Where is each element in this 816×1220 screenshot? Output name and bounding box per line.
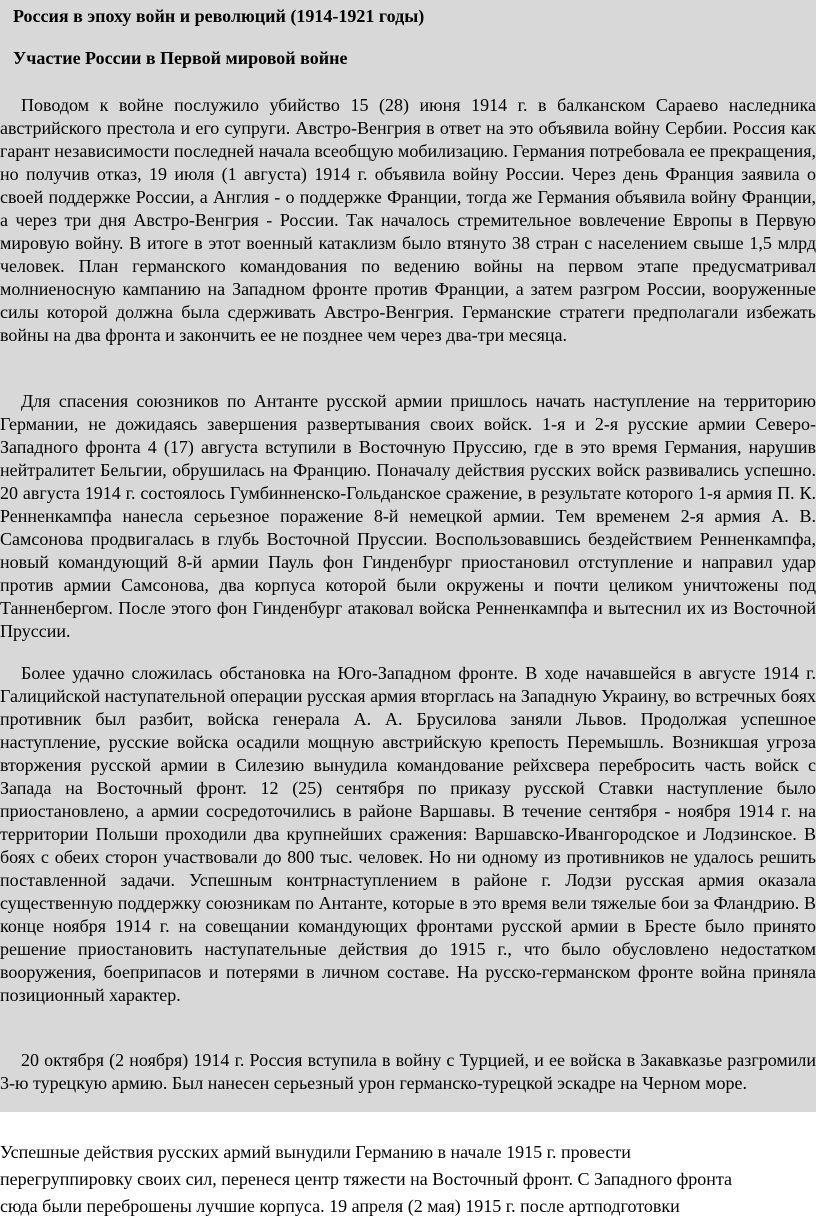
- text-line: Успешные действия русских армий вынудили Германию в начале 1915 г. провести: [0, 1142, 631, 1162]
- paragraph-east-prussia: Для спасения союзников по Антанте русской армии пришлось начать наступление на территорию Германии, не дожидаясь завершения развертывания своих войск. 1-я и 2-я русские армии Северо-Западного фронта 4 (17) августа вступили в Восточную Пруссию, где в это время Германия, нарушив нейтралитет Бельгии, обрушилась на Францию. Поначалу действия русских войск развивались успешно. 20 августа 1914 г. состоялось Гумбинненско-Гольданское сражение, в результате которого 1-я армия П. К. Ренненкампфа нанесла серьезное поражение 8-й немецкой армии. Тем временем 2-я армия А. В. Самсонова продвигалась в глубь Восточной Пруссии. Воспользовавшись бездействием Ренненкампфа, новый командующий 8-й армии Пауль фон Гинденбург приостановил отступление и направил удар против армии Самсонова, два корпуса которой были окружены и почти целиком уничтожены под Танненбергом. После этого фон Гинденбург атаковал войска Ренненкампфа и вытеснил их из Восточной Пруссии.: [0, 391, 816, 641]
- paragraph-southwest-front: Более удачно сложилась обстановка на Юго-Западном фронте. В ходе начавшейся в августе 1914 г. Галицийской наступательной операции русская армия вторглась на Западную Украину, во встречных боях противник был разбит, войска генерала А. А. Брусилова заняли Львов. Продолжая успешное наступление, русские войска осадили мощную австрийскую крепость Перемышль. Возникшая угроза вторжения русской армии в Силезию вынудила командование рейхсвера перебросить часть войск с Запада на Восточный фронт. 12 (25) сентября по приказу русской Ставки наступление было приостановлено, а армии сосредоточились в районе Варшавы. В течение сентября - ноября 1914 г. на территории Польши проходили два крупнейших сражения: Варшавско-Ивангородское и Лодзинское. В боях с обеих сторон участвовали до 800 тыс. человек. Но ни одному из противников не удалось решить поставленной задачи. Успешным контрнаступлением в районе г. Лодзи русская армия оказала существенную поддержку союзникам по Антанте, которые в это время вели тяжелые бои за Фландрию. В конце ноября 1914 г. на совещании командующих фронтами русской армии в Бресте было принято решение приостановить наступательные действия до 1915 г., что было обусловлено недостатком вооружения, боеприпасов и потерями в личном составе. На русско-германском фронте война приняла позиционный характер.: [0, 663, 816, 1005]
- text-line: перегруппировку своих сил, перенеся центр тяжести на Восточный фронт. С Западного фронта: [0, 1169, 733, 1189]
- paragraph-1915-continuation: [0, 1139, 816, 1220]
- text-line: сюда были переброшены лучшие корпуса. 19 апреля (2 мая) 1915 г. после артподготовки: [0, 1196, 680, 1216]
- document-title: Россия в эпоху войн и революций (1914-1921 годы): [13, 6, 425, 26]
- paragraph-turkey: 20 октября (2 ноября) 1914 г. Россия вступила в войну с Турцией, и ее войска в Закавказье разгромили 3-ю турецкую армию. Был нанесен серьезный урон германско-турецкой эскадре на Черном море.: [0, 1050, 816, 1093]
- section-heading: Участие России в Первой мировой войне: [13, 48, 348, 68]
- paragraph-war-outbreak: Поводом к войне послужило убийство 15 (28) июня 1914 г. в балканском Сараево наследника австрийского престола и его супруги. Австро-Венгрия в ответ на это объявила войну Сербии. Россия как гарант независимости последней начала всеобщую мобилизацию. Германия потребовала ее прекращения, но получив отказ, 19 июля (1 августа) 1914 г. объявила войну России. Через день Франция заявила о своей поддержке России, а Англия - о поддержке Франции, тогда же Германия объявила войну Франции, а через три дня Австро-Венгрия - России. Так началось стремительное вовлечение Европы в Первую мировую войну. В итоге в этот военный катаклизм было втянуто 38 стран с населением свыше 1,5 млрд человек. План германского командования по ведению войны на первом этапе предусматривал молниеносную кампанию на Западном фронте против Франции, а затем разгром России, вооруженные силы которой должна была сдерживать Австро-Венгрия. Германские стратеги предполагали избежать войны на два фронта и закончить ее не позднее чем через два-три месяца.: [0, 95, 816, 345]
